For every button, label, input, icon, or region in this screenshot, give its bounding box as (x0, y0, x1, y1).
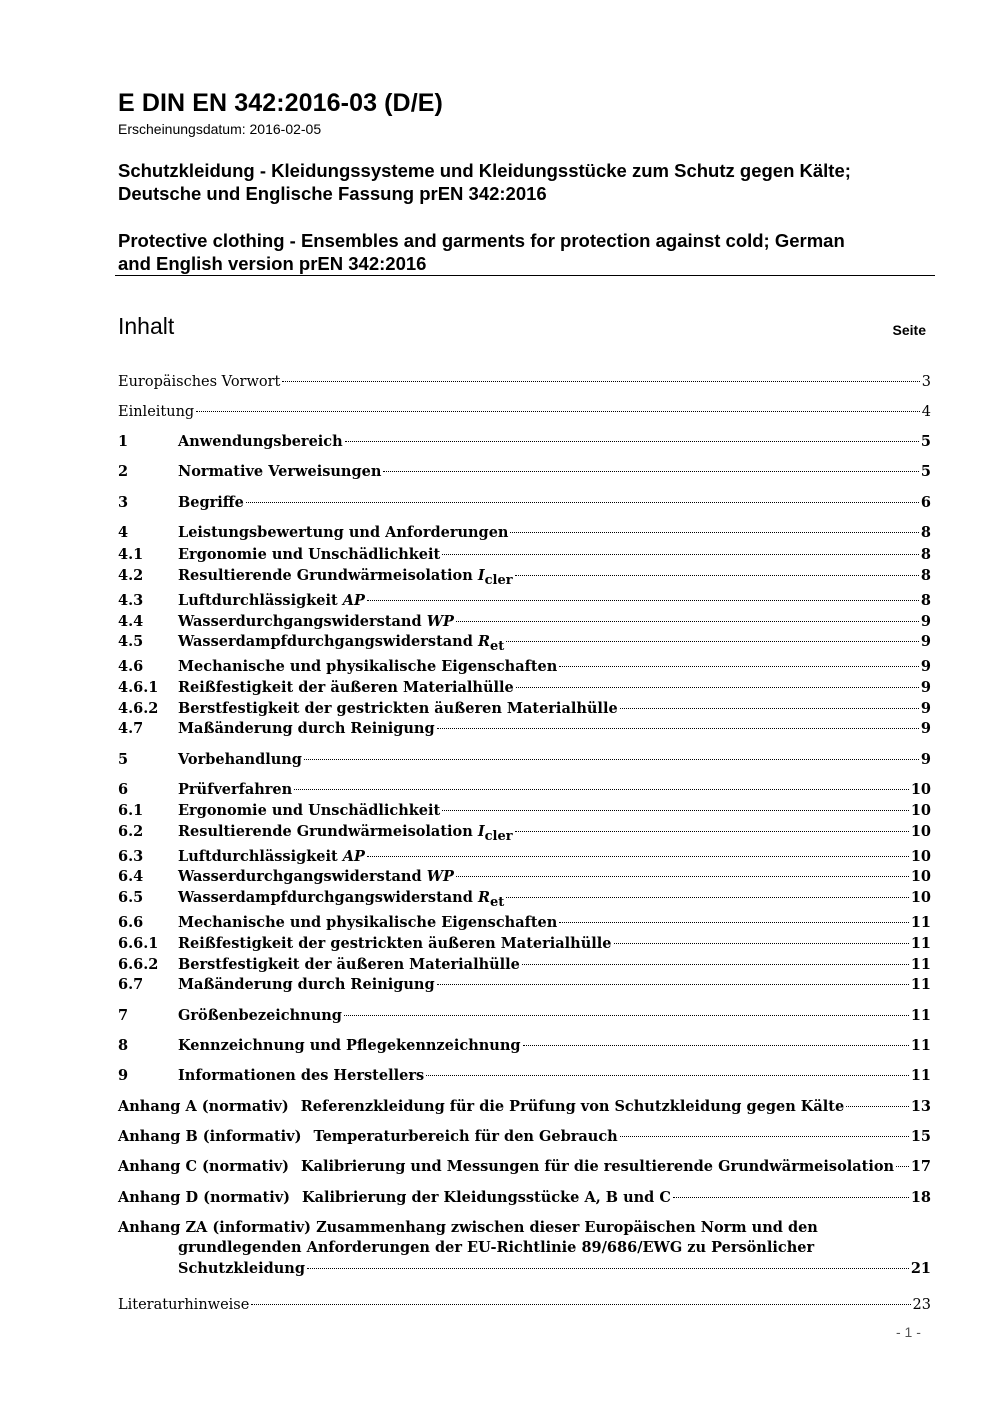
toc-entry-label: Resultierende Grundwärmeisolation Icler (178, 823, 513, 844)
toc-entry-page: 3 (921, 374, 931, 390)
toc-entry-page: 11 (910, 976, 931, 993)
toc-entry-label: Reißfestigkeit der äußeren Materialhülle (178, 679, 514, 696)
page-number: - 1 - (896, 1324, 921, 1340)
toc-bibliography-entry (118, 1295, 931, 1315)
toc-dot-leader (442, 554, 919, 555)
toc-entry-number: 4.5 (118, 633, 144, 650)
toc-annex-entry (118, 1188, 931, 1208)
toc-entry-symbol: R (477, 889, 490, 906)
toc-entry-page: 9 (920, 679, 931, 696)
toc-dot-leader (510, 532, 918, 533)
toc-dot-leader (251, 1304, 910, 1305)
toc-entry (118, 432, 931, 452)
toc-entry-number: 6.1 (118, 802, 144, 819)
toc-entry-number: 6 (118, 781, 129, 798)
toc-entry-page: 10 (910, 823, 931, 840)
toc-annex-label: Temperaturbereich für den Gebrauch (313, 1128, 618, 1145)
toc-entry-page: 9 (920, 751, 931, 768)
toc-entry-page: 11 (910, 935, 931, 952)
toc-entry-number: 6.5 (118, 889, 144, 906)
toc-dot-leader (516, 687, 919, 688)
toc-entry-label: Wasserdampfdurchgangswiderstand Ret (178, 633, 505, 654)
toc-entry-number: 6.7 (118, 976, 144, 993)
toc-entry-label: Größenbezeichnung (178, 1007, 342, 1024)
title-german (118, 159, 928, 205)
toc-entry (118, 801, 931, 821)
toc-entry-page: 9 (920, 700, 931, 717)
toc-dot-leader (456, 876, 909, 877)
toc-annex-label: Zusammenhang zwischen dieser Europäischen Norm und den (316, 1219, 818, 1236)
toc-dot-leader (559, 666, 919, 667)
toc-entry-label: Leistungsbewertung und Anforderungen (178, 524, 509, 541)
toc-entry-symbol-subscript: cler (484, 573, 513, 588)
toc-entry (118, 462, 931, 482)
toc-entry (118, 591, 931, 611)
toc-entry-number: 1 (118, 433, 129, 450)
toc-entry-number: 6.2 (118, 823, 144, 840)
toc-dot-leader (383, 471, 919, 472)
toc-entry-label: Anwendungsbereich (178, 433, 343, 450)
toc-entry (118, 847, 931, 867)
toc-annex-za-line-2: grundlegenden Anforderungen der EU-Richtlinie 89/686/EWG zu Persönlicher (178, 1239, 815, 1256)
toc-entry-page: 8 (920, 524, 931, 541)
toc-entry-number: 4.3 (118, 592, 144, 609)
toc-entry-label: Informationen des Herstellers (178, 1067, 425, 1084)
toc-entry-page: 11 (910, 1067, 931, 1084)
toc-entry-number: 4.6.1 (118, 679, 159, 696)
toc-entry (118, 402, 931, 422)
toc-dot-leader (437, 984, 909, 985)
title-german-line-2: Deutsche und Englische Fassung prEN 342:2016 (118, 183, 547, 204)
toc-annex-label: Kalibrierung der Kleidungsstücke A, B und C (302, 1189, 671, 1206)
toc-entry-page: 11 (910, 1007, 931, 1024)
toc-entry-page: 8 (920, 592, 931, 609)
toc-heading: Inhalt (118, 313, 175, 339)
toc-entry-label: Berstfestigkeit der äußeren Materialhülle (178, 956, 520, 973)
toc-annex-label: Referenzkleidung für die Prüfung von Schutzkleidung gegen Kälte (300, 1098, 845, 1115)
toc-entry (118, 678, 931, 698)
toc-entry (118, 888, 931, 909)
title-english-line-2: and English version prEN 342:2016 (118, 253, 427, 274)
toc-entry-number: 5 (118, 751, 129, 768)
toc-entry-page: 4 (921, 404, 931, 420)
toc-entry-label: Wasserdurchgangswiderstand WP (178, 868, 454, 885)
toc-entry (118, 913, 931, 933)
toc-entry-label: Mechanische und physikalische Eigenschaften (178, 914, 558, 931)
toc-entry-page: 23 (912, 1297, 931, 1313)
toc-entry-label: Einleitung (118, 404, 195, 420)
toc-entry-number: 4.2 (118, 567, 144, 584)
toc-annex-entry (118, 1097, 931, 1117)
toc-entry-page: 10 (910, 781, 931, 798)
toc-entry-label: Reißfestigkeit der gestrickten äußeren Materialhülle (178, 935, 612, 952)
title-german-line-1: Schutzkleidung - Kleidungssysteme und Kleidungsstücke zum Schutz gegen Kälte; (118, 160, 851, 181)
toc-annex-head: Anhang C (normativ) (118, 1158, 289, 1175)
toc-entry (118, 493, 931, 513)
toc-entry (118, 1066, 931, 1086)
toc-entry-number: 4 (118, 524, 129, 541)
toc-entry-page: 10 (910, 868, 931, 885)
toc-entry-label: Prüfverfahren (178, 781, 293, 798)
toc-entry-symbol: I (477, 567, 485, 584)
toc-dot-leader (896, 1166, 909, 1167)
toc-entry-label: Kennzeichnung und Pflegekennzeichnung (178, 1037, 521, 1054)
toc-dot-leader (442, 810, 909, 811)
toc-entry (118, 699, 931, 719)
toc-annex-za-line-3 (178, 1259, 931, 1279)
toc-dot-leader (515, 831, 909, 832)
toc-entry-label: Ergonomie und Unschädlichkeit (178, 802, 441, 819)
toc-entry-number: 9 (118, 1067, 129, 1084)
toc-entry (118, 545, 931, 565)
toc-dot-leader (367, 600, 919, 601)
toc-dot-leader (426, 1075, 909, 1076)
toc-entry (118, 523, 931, 543)
toc-entry-number: 4.4 (118, 613, 144, 630)
toc-entry (118, 750, 931, 770)
toc-entry-label: Vorbehandlung (178, 751, 302, 768)
toc-dot-leader (367, 856, 909, 857)
toc-dot-leader (294, 789, 909, 790)
toc-annex-page: 13 (910, 1098, 931, 1115)
toc-entry-number: 6.4 (118, 868, 144, 885)
toc-entry (118, 1036, 931, 1056)
toc-entry (118, 657, 931, 677)
toc-entry-page: 11 (910, 914, 931, 931)
toc-entry-number: 4.6.2 (118, 700, 159, 717)
toc-entry-symbol: AP (342, 592, 365, 609)
publication-date: Erscheinungsdatum: 2016-02-05 (118, 121, 322, 137)
toc-entry-page: 6 (920, 494, 931, 511)
toc-entry-page: 5 (920, 433, 931, 450)
toc-entry (118, 822, 931, 843)
toc-dot-leader (620, 708, 919, 709)
toc-entry (118, 566, 931, 587)
toc-dot-leader (437, 728, 919, 729)
toc-entry-page: 5 (920, 463, 931, 480)
toc-entry-symbol: AP (342, 848, 365, 865)
toc-entry-page: 10 (910, 802, 931, 819)
toc-entry-page: 8 (920, 546, 931, 563)
toc-entry-number: 6.3 (118, 848, 144, 865)
toc-entry-number: 3 (118, 494, 129, 511)
title-english (118, 229, 928, 275)
toc-entry-label: Wasserdampfdurchgangswiderstand Ret (178, 889, 505, 910)
toc-entry-symbol: WP (426, 868, 454, 885)
toc-entry-symbol-subscript: et (490, 895, 505, 910)
toc-entry-label: Berstfestigkeit der gestrickten äußeren Materialhülle (178, 700, 618, 717)
toc-entry-label: Mechanische und physikalische Eigenschaften (178, 658, 558, 675)
toc-entry-number: 6.6.2 (118, 956, 159, 973)
toc-entry-number: 4.1 (118, 546, 144, 563)
toc-dot-leader (515, 575, 919, 576)
toc-entry (118, 372, 931, 392)
toc-entry-label: Resultierende Grundwärmeisolation Icler (178, 567, 513, 588)
toc-entry (118, 1006, 931, 1026)
toc-entry-symbol-subscript: cler (484, 829, 513, 844)
toc-entry-page: 8 (920, 567, 931, 584)
toc-annex-entry (118, 1157, 931, 1177)
toc-entry-label: Europäisches Vorwort (118, 374, 281, 390)
toc-annex-page: 17 (910, 1158, 931, 1175)
toc-dot-leader (196, 411, 920, 412)
toc-dot-leader (456, 621, 919, 622)
toc-entry-number: 8 (118, 1037, 129, 1054)
toc-dot-leader (673, 1197, 909, 1198)
toc-entry (118, 934, 931, 954)
toc-dot-leader (522, 964, 909, 965)
toc-entry-page: 9 (920, 613, 931, 630)
toc-dot-leader (559, 922, 908, 923)
toc-entry-page: 11 (910, 1037, 931, 1054)
toc-annex-head: Anhang A (normativ) (118, 1098, 289, 1115)
toc-entry-number: 6.6 (118, 914, 144, 931)
toc-dot-leader (246, 502, 919, 503)
toc-entry-label: Maßänderung durch Reinigung (178, 720, 435, 737)
toc-dot-leader (344, 1015, 909, 1016)
toc-annex-page: 18 (910, 1189, 931, 1206)
toc-entry-label: Wasserdurchgangswiderstand WP (178, 613, 454, 630)
toc-annex-head: Anhang D (normativ) (118, 1189, 291, 1206)
toc-entry-page: 9 (920, 658, 931, 675)
toc-entry-label: Literaturhinweise (118, 1297, 250, 1313)
header-divider (115, 275, 935, 276)
toc-entry-label: Maßänderung durch Reinigung (178, 976, 435, 993)
toc-dot-leader (307, 1268, 909, 1269)
toc-annex-head: Anhang ZA (informativ) (118, 1219, 312, 1236)
toc-dot-leader (506, 897, 909, 898)
toc-entry-page: 10 (910, 848, 931, 865)
toc-annex-head: Anhang B (informativ) (118, 1128, 302, 1145)
toc-dot-leader (282, 381, 919, 382)
toc-annex-za-line-1 (118, 1218, 818, 1238)
toc-entry-page: 11 (910, 956, 931, 973)
toc-entry (118, 955, 931, 975)
toc-entry-label: Normative Verweisungen (178, 463, 382, 480)
toc-entry (118, 780, 931, 800)
toc-entry-label: Begriffe (178, 494, 244, 511)
toc-entry-symbol: WP (426, 613, 454, 630)
toc-entry-page: 10 (910, 889, 931, 906)
page-column-label: Seite (892, 322, 926, 338)
toc-annex-label: Kalibrierung und Messungen für die resultierende Grundwärmeisolation (301, 1158, 895, 1175)
document-number: E DIN EN 342:2016-03 (D/E) (118, 89, 443, 117)
toc-entry-symbol: R (477, 633, 490, 650)
toc-dot-leader (523, 1045, 909, 1046)
toc-entry-label: Luftdurchlässigkeit AP (178, 848, 365, 865)
toc-dot-leader (304, 759, 919, 760)
toc-entry (118, 867, 931, 887)
toc-dot-leader (506, 641, 919, 642)
toc-entry-page: 9 (920, 633, 931, 650)
toc-entry-symbol-subscript: et (490, 639, 505, 654)
toc-entry-symbol: I (477, 823, 485, 840)
toc-entry (118, 632, 931, 653)
toc-entry (118, 612, 931, 632)
toc-entry-page: 9 (920, 720, 931, 737)
toc-entry-number: 6.6.1 (118, 935, 159, 952)
toc-entry (118, 719, 931, 739)
toc-dot-leader (345, 441, 919, 442)
toc-entry (118, 975, 931, 995)
toc-dot-leader (620, 1136, 909, 1137)
toc-dot-leader (846, 1106, 909, 1107)
toc-annex-page: 21 (910, 1260, 931, 1277)
toc-entry-label: Luftdurchlässigkeit AP (178, 592, 365, 609)
toc-entry-number: 4.7 (118, 720, 144, 737)
title-english-line-1: Protective clothing - Ensembles and garments for protection against cold; German (118, 230, 845, 251)
toc-annex-page: 15 (910, 1128, 931, 1145)
toc-entry-number: 7 (118, 1007, 129, 1024)
toc-dot-leader (614, 943, 909, 944)
toc-entry-number: 4.6 (118, 658, 144, 675)
toc-entry-label: Ergonomie und Unschädlichkeit (178, 546, 441, 563)
toc-entry-number: 2 (118, 463, 129, 480)
toc-annex-label: Schutzkleidung (178, 1260, 305, 1277)
toc-annex-entry (118, 1127, 931, 1147)
